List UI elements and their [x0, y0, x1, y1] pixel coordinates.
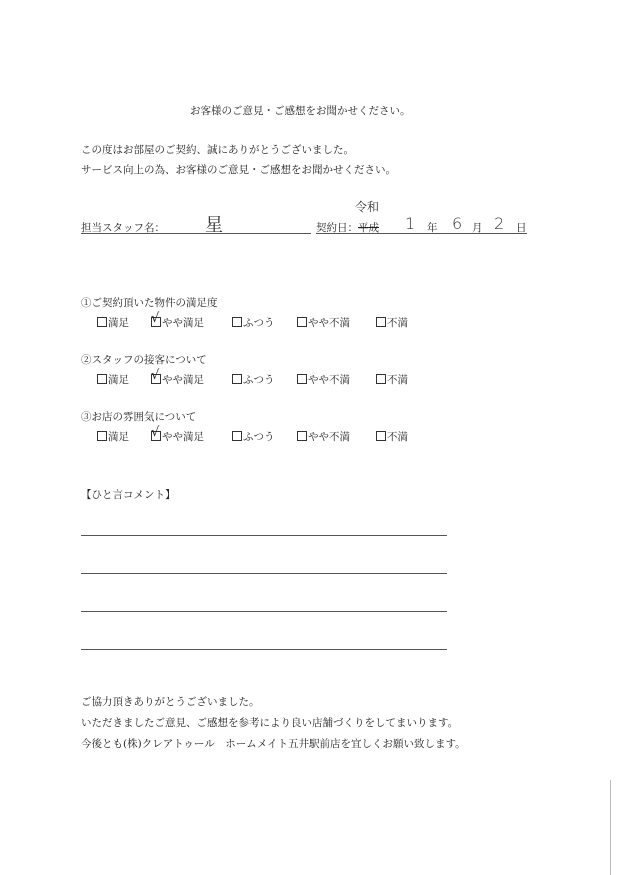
- comment-heading: 【ひと言コメント】: [81, 489, 176, 501]
- closing-line-2: いただきましたご意見、ご感想を参考により良い店舗づくりをしてまいります。: [81, 717, 459, 729]
- contract-year-unit: 年: [427, 222, 438, 234]
- contract-day: 2: [494, 214, 505, 233]
- closing-line-1: ご協力頂きありがとうございました。: [81, 696, 260, 708]
- contract-month-unit: 月: [472, 222, 483, 234]
- checkbox-checked[interactable]: [151, 368, 161, 384]
- contract-underline: [316, 233, 527, 234]
- q2-option-dissatisfied[interactable]: 不満: [376, 372, 408, 387]
- comment-line-2[interactable]: [81, 573, 447, 574]
- checkbox[interactable]: [376, 374, 386, 384]
- q3-option-somewhat-satisfied[interactable]: √ やや満足: [151, 425, 204, 443]
- staff-label: 担当スタッフ名：: [81, 222, 165, 234]
- checkbox-checked[interactable]: [151, 311, 161, 327]
- comment-line-1[interactable]: [81, 535, 447, 536]
- q3-option-neutral[interactable]: ふつう: [232, 429, 275, 444]
- checkbox[interactable]: [97, 431, 107, 441]
- checkbox[interactable]: [97, 374, 107, 384]
- check-mark-icon: √: [151, 311, 160, 326]
- q3-option-dissatisfied[interactable]: 不満: [376, 429, 408, 444]
- q1-option-somewhat-dissatisfied[interactable]: やや不満: [297, 315, 350, 330]
- checkbox[interactable]: [232, 317, 242, 327]
- survey-header: お客様のご意見・ご感想をお聞かせください。: [190, 105, 411, 117]
- checkbox[interactable]: [297, 431, 307, 441]
- q3-option-satisfied[interactable]: 満足: [97, 429, 129, 444]
- comment-line-4[interactable]: [81, 649, 447, 650]
- q1-option-somewhat-satisfied[interactable]: √ やや満足: [151, 311, 204, 329]
- checkbox[interactable]: [297, 317, 307, 327]
- checkbox[interactable]: [297, 374, 307, 384]
- checkbox-checked[interactable]: [151, 425, 161, 441]
- checkbox[interactable]: [232, 431, 242, 441]
- checkbox[interactable]: [232, 374, 242, 384]
- q2-option-somewhat-satisfied[interactable]: √ やや満足: [151, 368, 204, 386]
- q1-option-neutral[interactable]: ふつう: [232, 315, 275, 330]
- question-3-title: ③お店の雰囲気について: [81, 411, 197, 423]
- q2-option-somewhat-dissatisfied[interactable]: やや不満: [297, 372, 350, 387]
- closing-line-3: 今後とも(株)クレアトゥール ホームメイト五井駅前店を宜しくお願い致します。: [81, 738, 466, 750]
- check-mark-icon: √: [151, 368, 160, 383]
- contract-label: 契約日：: [316, 222, 358, 234]
- checkbox[interactable]: [97, 317, 107, 327]
- contract-era-handwritten: 令和: [355, 200, 380, 214]
- checkbox[interactable]: [376, 431, 386, 441]
- q3-option-somewhat-dissatisfied[interactable]: やや不満: [297, 429, 350, 444]
- intro-line-2: サービス向上の為、お客様のご意見・ご感想をお聞かせください。: [81, 164, 396, 176]
- checkbox[interactable]: [376, 317, 386, 327]
- question-1-title: ①ご契約頂いた物件の満足度: [81, 297, 218, 309]
- staff-underline: [81, 233, 311, 234]
- q1-option-dissatisfied[interactable]: 不満: [376, 315, 408, 330]
- contract-year: 1: [405, 214, 416, 233]
- contract-era-printed: 平成: [358, 222, 379, 234]
- contract-day-unit: 日: [516, 222, 527, 234]
- contract-month: 6: [452, 214, 463, 233]
- check-mark-icon: √: [151, 425, 160, 440]
- scan-edge-mark: [610, 780, 611, 875]
- q2-option-satisfied[interactable]: 満足: [97, 372, 129, 387]
- q1-option-satisfied[interactable]: 満足: [97, 315, 129, 330]
- comment-line-3[interactable]: [81, 611, 447, 612]
- question-2-title: ②スタッフの接客について: [81, 354, 207, 366]
- intro-line-1: この度はお部屋のご契約、誠にありがとうございました。: [81, 144, 354, 156]
- staff-name: 星: [205, 215, 223, 236]
- q2-option-neutral[interactable]: ふつう: [232, 372, 275, 387]
